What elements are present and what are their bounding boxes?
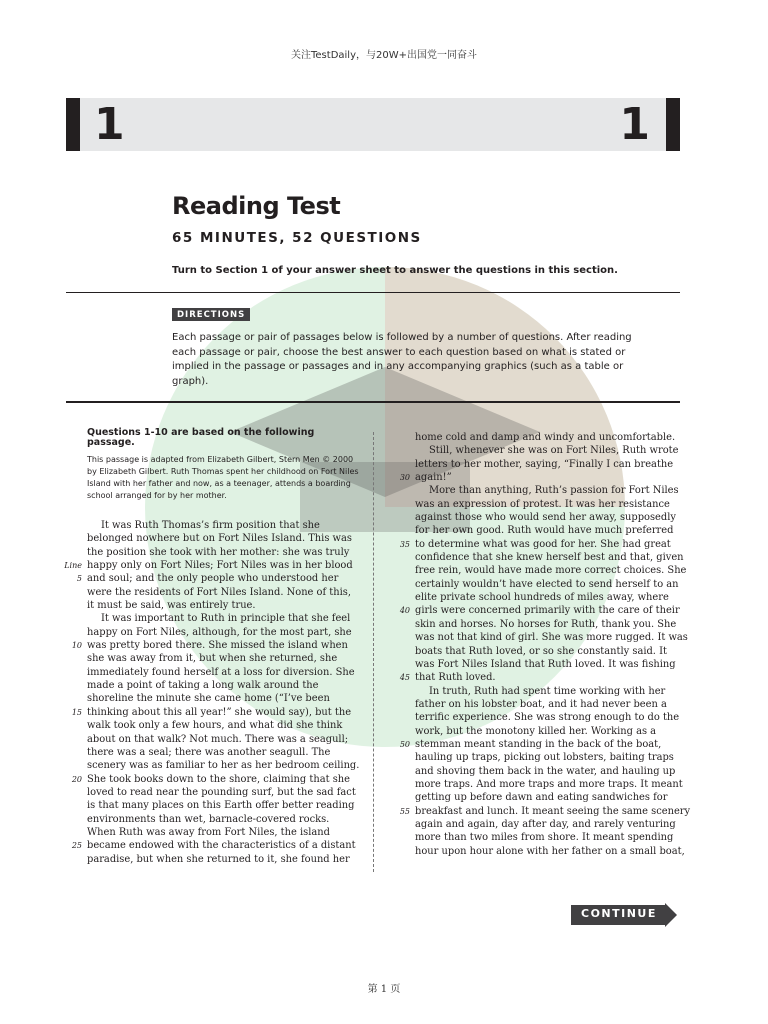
continue-label: CONTINUE [581, 907, 657, 920]
passage-line-text: immediately found herself at a loss for diversion. She [87, 666, 355, 678]
passage-line [415, 845, 685, 858]
passage-line-text: certainly wouldn’t have elected to send herself to an [415, 578, 679, 590]
passage-line-text: shoreline the minute she came home (“I’ve been [87, 693, 330, 705]
page-title: Reading Test [172, 192, 341, 220]
passage-line-text: environments than wet, barnacle-covered rocks. [87, 813, 330, 825]
passage-line-text: work, but the monotony killed her. Working as a [415, 725, 657, 737]
passage-line-text: boats that Ruth loved, or so she constantly said. It [415, 645, 667, 657]
passage-line [399, 738, 685, 751]
passage-line [415, 725, 685, 738]
section-bar-edge-left [66, 98, 80, 151]
passage-line [87, 733, 357, 746]
section-number-left: 1 [94, 99, 125, 150]
passage-line-text: that Ruth loved. [415, 672, 496, 684]
passage-line [399, 805, 691, 818]
passage-right-column [399, 431, 691, 858]
passage-line-text: more traps. And more traps and more traps. It meant [415, 778, 683, 790]
passage-line-text: walk took only a few hours, and what did she think [87, 720, 343, 732]
passage-line [87, 612, 357, 625]
passage-line [87, 692, 357, 705]
passage-line [87, 746, 357, 759]
passage-line [415, 645, 685, 658]
passage-line [415, 578, 685, 591]
line-number: 5 [76, 574, 82, 584]
passage-line-text: breakfast and lunch. It meant seeing the same scenery [415, 805, 691, 817]
passage-line-text: more than two miles from shore. It meant spending [415, 832, 674, 844]
passage-line-text: belonged nowhere but on Fort Niles Island. This was [87, 533, 352, 545]
page-footer: 第 1 页 [367, 984, 401, 995]
directions-label: DIRECTIONS [172, 308, 250, 321]
passage-line-text: home cold and damp and windy and uncomfortable. [415, 432, 676, 443]
passage-line [76, 572, 357, 585]
passage-line [87, 826, 357, 839]
line-number: 55 [399, 806, 410, 816]
passage-line [415, 551, 685, 564]
passage-line-text: letters to her mother, saying, “Finally I can breathe [415, 458, 674, 470]
passage-line-text: were the residents of Fort Niles Island. None of this, [87, 586, 351, 598]
passage-line-text: for her own good. Ruth would have much preferred [415, 525, 674, 537]
passage-line [87, 652, 357, 665]
passage-line-text: She took books down to the shore, claiming that she [87, 773, 350, 785]
line-number: 10 [71, 641, 82, 651]
passage-line [415, 591, 685, 604]
page-subtitle: 65 MINUTES, 52 QUESTIONS [172, 230, 422, 246]
passage-line [415, 765, 685, 778]
passage-line-text: loved to read near the pounding surf, but the sad fact [87, 786, 356, 798]
passage-line-text: to determine what was good for her. She had great [415, 538, 671, 550]
passage-line [87, 599, 357, 612]
passage-line [71, 773, 357, 786]
line-number: Line [64, 561, 82, 571]
passage-line-text: When Ruth was away from Fort Niles, the island [87, 826, 330, 838]
line-number: 50 [399, 739, 410, 749]
passage-line-text: terrific experience. She was strong enough to do the [415, 712, 680, 724]
passage-line-text: there was a seal; there was another seagull. The [87, 746, 331, 758]
line-number: 35 [399, 539, 410, 549]
passage-line-text: happy on Fort Niles, although, for the most part, she [87, 626, 352, 638]
passage-line-text: the position she took with her mother: she was truly [87, 546, 350, 558]
passage-line-text: made a point of taking a long walk around the [87, 680, 319, 692]
passage-line-text: skin and horses. No horses for Ruth, thank you. She [415, 618, 677, 630]
passage-line-text: is that many places on this Earth offer better reading [87, 800, 355, 812]
passage-line [87, 626, 357, 639]
passage-line [415, 524, 685, 537]
divider-bottom [66, 401, 680, 403]
passage-line [64, 559, 357, 572]
section-bar-edge-right [666, 98, 680, 151]
passage-line-text: elite private school hundreds of miles away, where [415, 592, 669, 604]
passage-line-text: scenery was as familiar to her as her bedroom ceiling. [87, 760, 360, 772]
column-divider [373, 432, 374, 872]
line-number: 45 [399, 673, 410, 683]
passage-line-text: paradise, but when she returned to it, she found her [87, 853, 350, 865]
passage-line-text: thinking about this all year!” she would say), but the [87, 706, 352, 718]
passage-line [415, 751, 685, 764]
passage-source: This passage is adapted from Elizabeth Gilbert, Stern Men © 2000 by Elizabeth Gilbert. Ruth Thomas spent her childhood on Fort Niles Island with her father and now, as a teenager, attends a boarding school arranged for by her mother. [87, 455, 359, 500]
header-watermark: 关注TestDaily，与20W+出国党一同奋斗 [291, 50, 477, 61]
line-number: 30 [399, 473, 410, 483]
passage-line [415, 685, 685, 698]
passage-line [415, 791, 685, 804]
passage-line [399, 604, 685, 617]
passage-line-text: again!” [415, 472, 452, 484]
passage-line [399, 538, 685, 551]
passage-line [87, 679, 357, 692]
passage-line [415, 511, 685, 524]
passage-line-text: confidence that she knew herself best and that, given [415, 552, 684, 564]
passage-line-text: was Fort Niles Island that Ruth loved. It was fishing [415, 658, 676, 670]
passage-line-text: it must be said, was entirely true. [87, 600, 256, 612]
passage-line [71, 839, 357, 852]
section-instruction: Turn to Section 1 of your answer sheet to answer the questions in this section. [172, 265, 618, 276]
passage-line [415, 698, 685, 711]
line-number: 40 [399, 606, 410, 616]
passage-line-text: and shoving them back in the water, and hauling up [415, 765, 676, 777]
passage-line [87, 853, 357, 866]
passage-line-text: stemman meant standing in the back of the boat, [415, 738, 662, 750]
section-number-right: 1 [619, 99, 650, 150]
passage-line [399, 671, 685, 684]
passage-line [415, 431, 685, 444]
passage-line [415, 564, 685, 577]
passage-line [415, 444, 685, 457]
passage-line-text: was not that kind of girl. She was more rugged. It was [415, 632, 688, 644]
passage-line [71, 639, 357, 652]
passage-line [415, 658, 685, 671]
line-number: 15 [71, 707, 82, 717]
passage-line-text: she was away from it, but when she returned, she [87, 653, 338, 665]
passage-line-text: and soul; and the only people who understood her [87, 573, 339, 585]
passage-line [415, 631, 688, 644]
passage-line [87, 719, 357, 732]
passage-line-text: girls were concerned primarily with the care of their [415, 605, 680, 617]
passage-left-column [64, 519, 360, 866]
passage-line [87, 759, 360, 772]
passage-line-text: It was important to Ruth in principle that she feel [101, 613, 351, 625]
passage-line-text: More than anything, Ruth’s passion for Fort Niles [429, 485, 679, 497]
passage-line [415, 618, 685, 631]
directions-text: Each passage or pair of passages below is followed by a number of questions. After reading each passage or pair, choose the best answer to each question based on what is stated or implied in the passage or passages and in any accompanying graphics (such as a table or graph). [172, 332, 632, 387]
passage-line-text: It was Ruth Thomas’s firm position that she [101, 520, 320, 531]
passage-line [87, 666, 357, 679]
passage-line [415, 711, 685, 724]
passage-line [415, 498, 685, 511]
divider-top [66, 292, 680, 293]
passage-line-text: Still, whenever she was on Fort Niles, Ruth wrote [429, 445, 679, 457]
passage-line [87, 813, 357, 826]
passage-line [87, 586, 357, 599]
passage-line-text: happy only on Fort Niles; Fort Niles was in her blood [87, 560, 353, 572]
passage-line [415, 778, 685, 791]
passage-line-text: father on his lobster boat, and it had never been a [415, 698, 667, 710]
passage-line [87, 546, 357, 559]
line-number: 25 [71, 841, 82, 851]
passage-line-text: getting up before dawn and eating sandwiches for [415, 792, 668, 804]
passage-line-text: about on that walk? Not much. There was a seagull; [87, 733, 349, 745]
passage-line-text: was pretty bored there. She missed the island when [87, 640, 348, 652]
passage-line-text: again and again, day after day, and rarely venturing [415, 818, 676, 830]
passage-line [415, 484, 685, 497]
passage-line-text: hauling up traps, picking out lobsters, baiting traps [415, 752, 674, 764]
passage-line-text: was an expression of protest. It was her resistance [415, 498, 670, 510]
passage-line [87, 519, 357, 532]
passage-line-text: hour upon hour alone with her father on a small boat, [415, 845, 685, 857]
line-number: 20 [71, 774, 82, 784]
passage-line [87, 799, 357, 812]
passage-line [87, 786, 357, 799]
passage-line [415, 818, 685, 831]
passage-line [87, 532, 357, 545]
continue-button[interactable] [571, 903, 677, 925]
passage-line-text: In truth, Ruth had spent time working with her [429, 685, 666, 697]
questions-heading: Questions 1-10 are based on the following passage. [87, 427, 315, 448]
passage-line-text: free rein, would have made more correct choices. She [415, 565, 687, 577]
passage-line [399, 471, 685, 484]
passage-line [415, 831, 685, 844]
passage-line-text: against those who would send her away, supposedly [415, 512, 676, 524]
passage-line [415, 458, 685, 471]
passage-line [71, 706, 357, 719]
passage-line-text: became endowed with the characteristics of a distant [87, 840, 356, 852]
section-header-bar [66, 98, 680, 151]
